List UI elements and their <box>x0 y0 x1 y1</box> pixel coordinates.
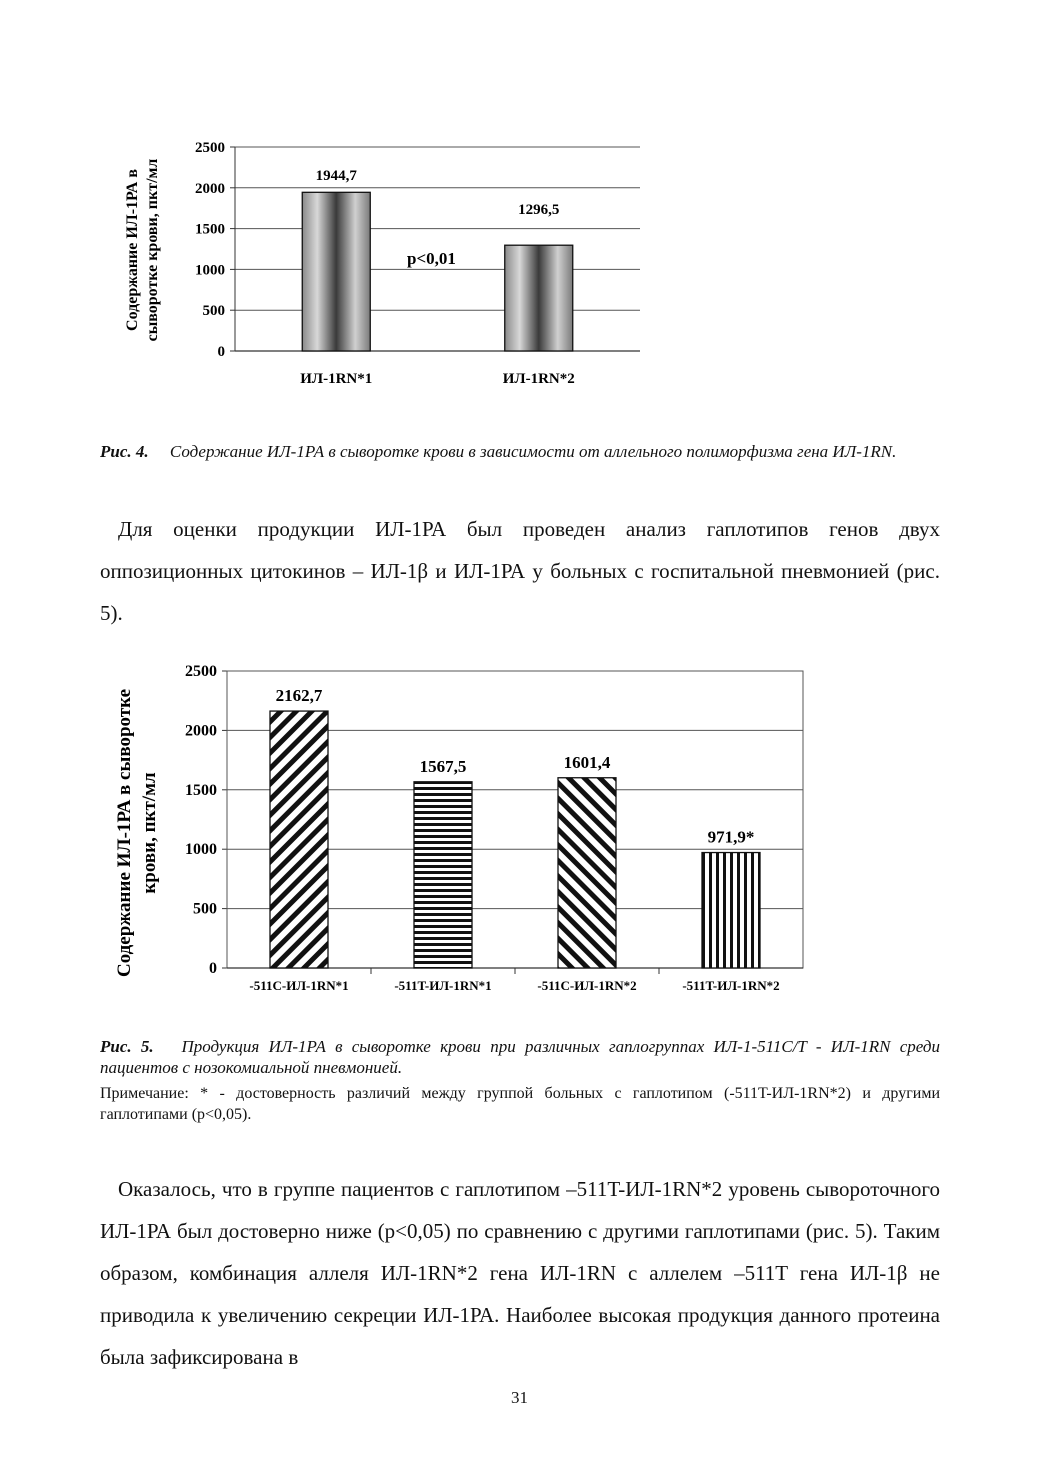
x-tick-label: -511C-ИЛ-1RN*1 <box>249 978 349 993</box>
chart-1-svg <box>100 130 660 400</box>
x-tick-label: -511C-ИЛ-1RN*2 <box>537 978 637 993</box>
y-tick-labels <box>195 140 225 360</box>
bar-1 <box>270 711 328 968</box>
bar-3 <box>558 778 616 968</box>
y-tick-labels <box>185 663 217 977</box>
x-tick-labels <box>249 978 779 993</box>
y-tick-label: 2500 <box>195 140 225 156</box>
y-tick-label: 2000 <box>185 722 217 740</box>
figure-5-chart <box>100 655 820 1015</box>
x-tick-label: ИЛ-1RN*2 <box>502 371 575 387</box>
x-tick-label: -511T-ИЛ-1RN*2 <box>682 978 780 993</box>
y-tick-label: 0 <box>217 344 225 360</box>
figure-4-caption-label: Рис. 4. <box>100 442 149 461</box>
figure-5-note: Примечание: * - достоверность различий между группой больных с гаплотипом (-511T-ИЛ-1RN*2) и другими гаплотипами (p<0,05). <box>100 1085 940 1123</box>
x-tick-label: -511T-ИЛ-1RN*1 <box>394 978 492 993</box>
y-tick-label: 1500 <box>195 221 225 238</box>
value-labels <box>276 686 755 846</box>
figure-5-caption-label: Рис. 5. <box>100 1037 154 1056</box>
value-label: 971,9* <box>707 827 755 847</box>
y-axis-label-line-1: Содержание ИЛ-1РА в сыворотке <box>114 688 135 978</box>
value-label: 1944,7 <box>315 168 357 184</box>
figure-4-caption <box>100 441 940 462</box>
figure-4-caption-text: Содержание ИЛ-1РА в сыворотке крови в зависимости от аллельного полиморфизма гена ИЛ-1RN. <box>169 442 897 461</box>
y-tick-label: 1000 <box>195 262 225 279</box>
y-tick-label: 0 <box>209 960 217 977</box>
y-tick-label: 500 <box>193 900 217 918</box>
y-axis-label-line-2: крови, пкт/мл <box>139 772 160 894</box>
bars <box>270 711 760 968</box>
chart-2-svg <box>100 655 820 1015</box>
y-tick-label: 2500 <box>185 663 217 680</box>
y-tick-label: 1000 <box>185 841 217 859</box>
y-tick-label: 500 <box>202 303 225 320</box>
value-label: 1296,5 <box>518 202 560 218</box>
figure-5-caption-text: Продукция ИЛ-1РА в сыворотке крови при различных гаплогруппах ИЛ-1-511C/T - ИЛ-1RN среди пациентов с нозокомиальной пневмонией. <box>100 1037 941 1077</box>
bar-1 <box>302 192 370 351</box>
y-tick-label: 1500 <box>185 781 217 799</box>
value-label: 1601,4 <box>563 752 611 772</box>
body-paragraph-2: Оказалось, что в группе пациентов с гаплотипом –511T-ИЛ-1RN*2 уровень сывороточного ИЛ-1РА был достоверно ниже (p<0,05) по сравнению с другими гаплотипами (рис. 5). Таким образом, комбинация аллеля ИЛ-1RN*2 гена ИЛ-1RN с аллелем –511T гена ИЛ-1β не приводила к увеличению секреции ИЛ-1РА. Наиболее высокая продукция данного протеина была зафиксирована в <box>100 1177 940 1369</box>
body-paragraph-1: Для оценки продукции ИЛ-1РА был проведен анализ гаплотипов генов двух оппозиционных цитокинов – ИЛ-1β и ИЛ-1РА у больных с госпитальной пневмонией (рис. 5). <box>100 517 940 625</box>
figure-4-chart <box>100 130 660 400</box>
figure-5-caption <box>100 1036 940 1078</box>
x-tick-label: ИЛ-1RN*1 <box>300 371 373 387</box>
bar-2 <box>505 245 573 351</box>
y-tick-label: 2000 <box>195 180 225 197</box>
bar-4 <box>702 853 760 968</box>
page-number: 31 <box>511 1388 528 1407</box>
significance-annotation: p<0,01 <box>407 249 456 268</box>
y-axis-label-line-2: сыворотке крови, пкт/мл <box>144 158 161 342</box>
y-axis-label-line-1: Содержание ИЛ-1РА в <box>124 169 141 331</box>
x-tick-labels <box>300 371 575 387</box>
bar-2 <box>414 782 472 968</box>
value-label: 1567,5 <box>419 756 467 776</box>
value-label: 2162,7 <box>275 686 323 706</box>
